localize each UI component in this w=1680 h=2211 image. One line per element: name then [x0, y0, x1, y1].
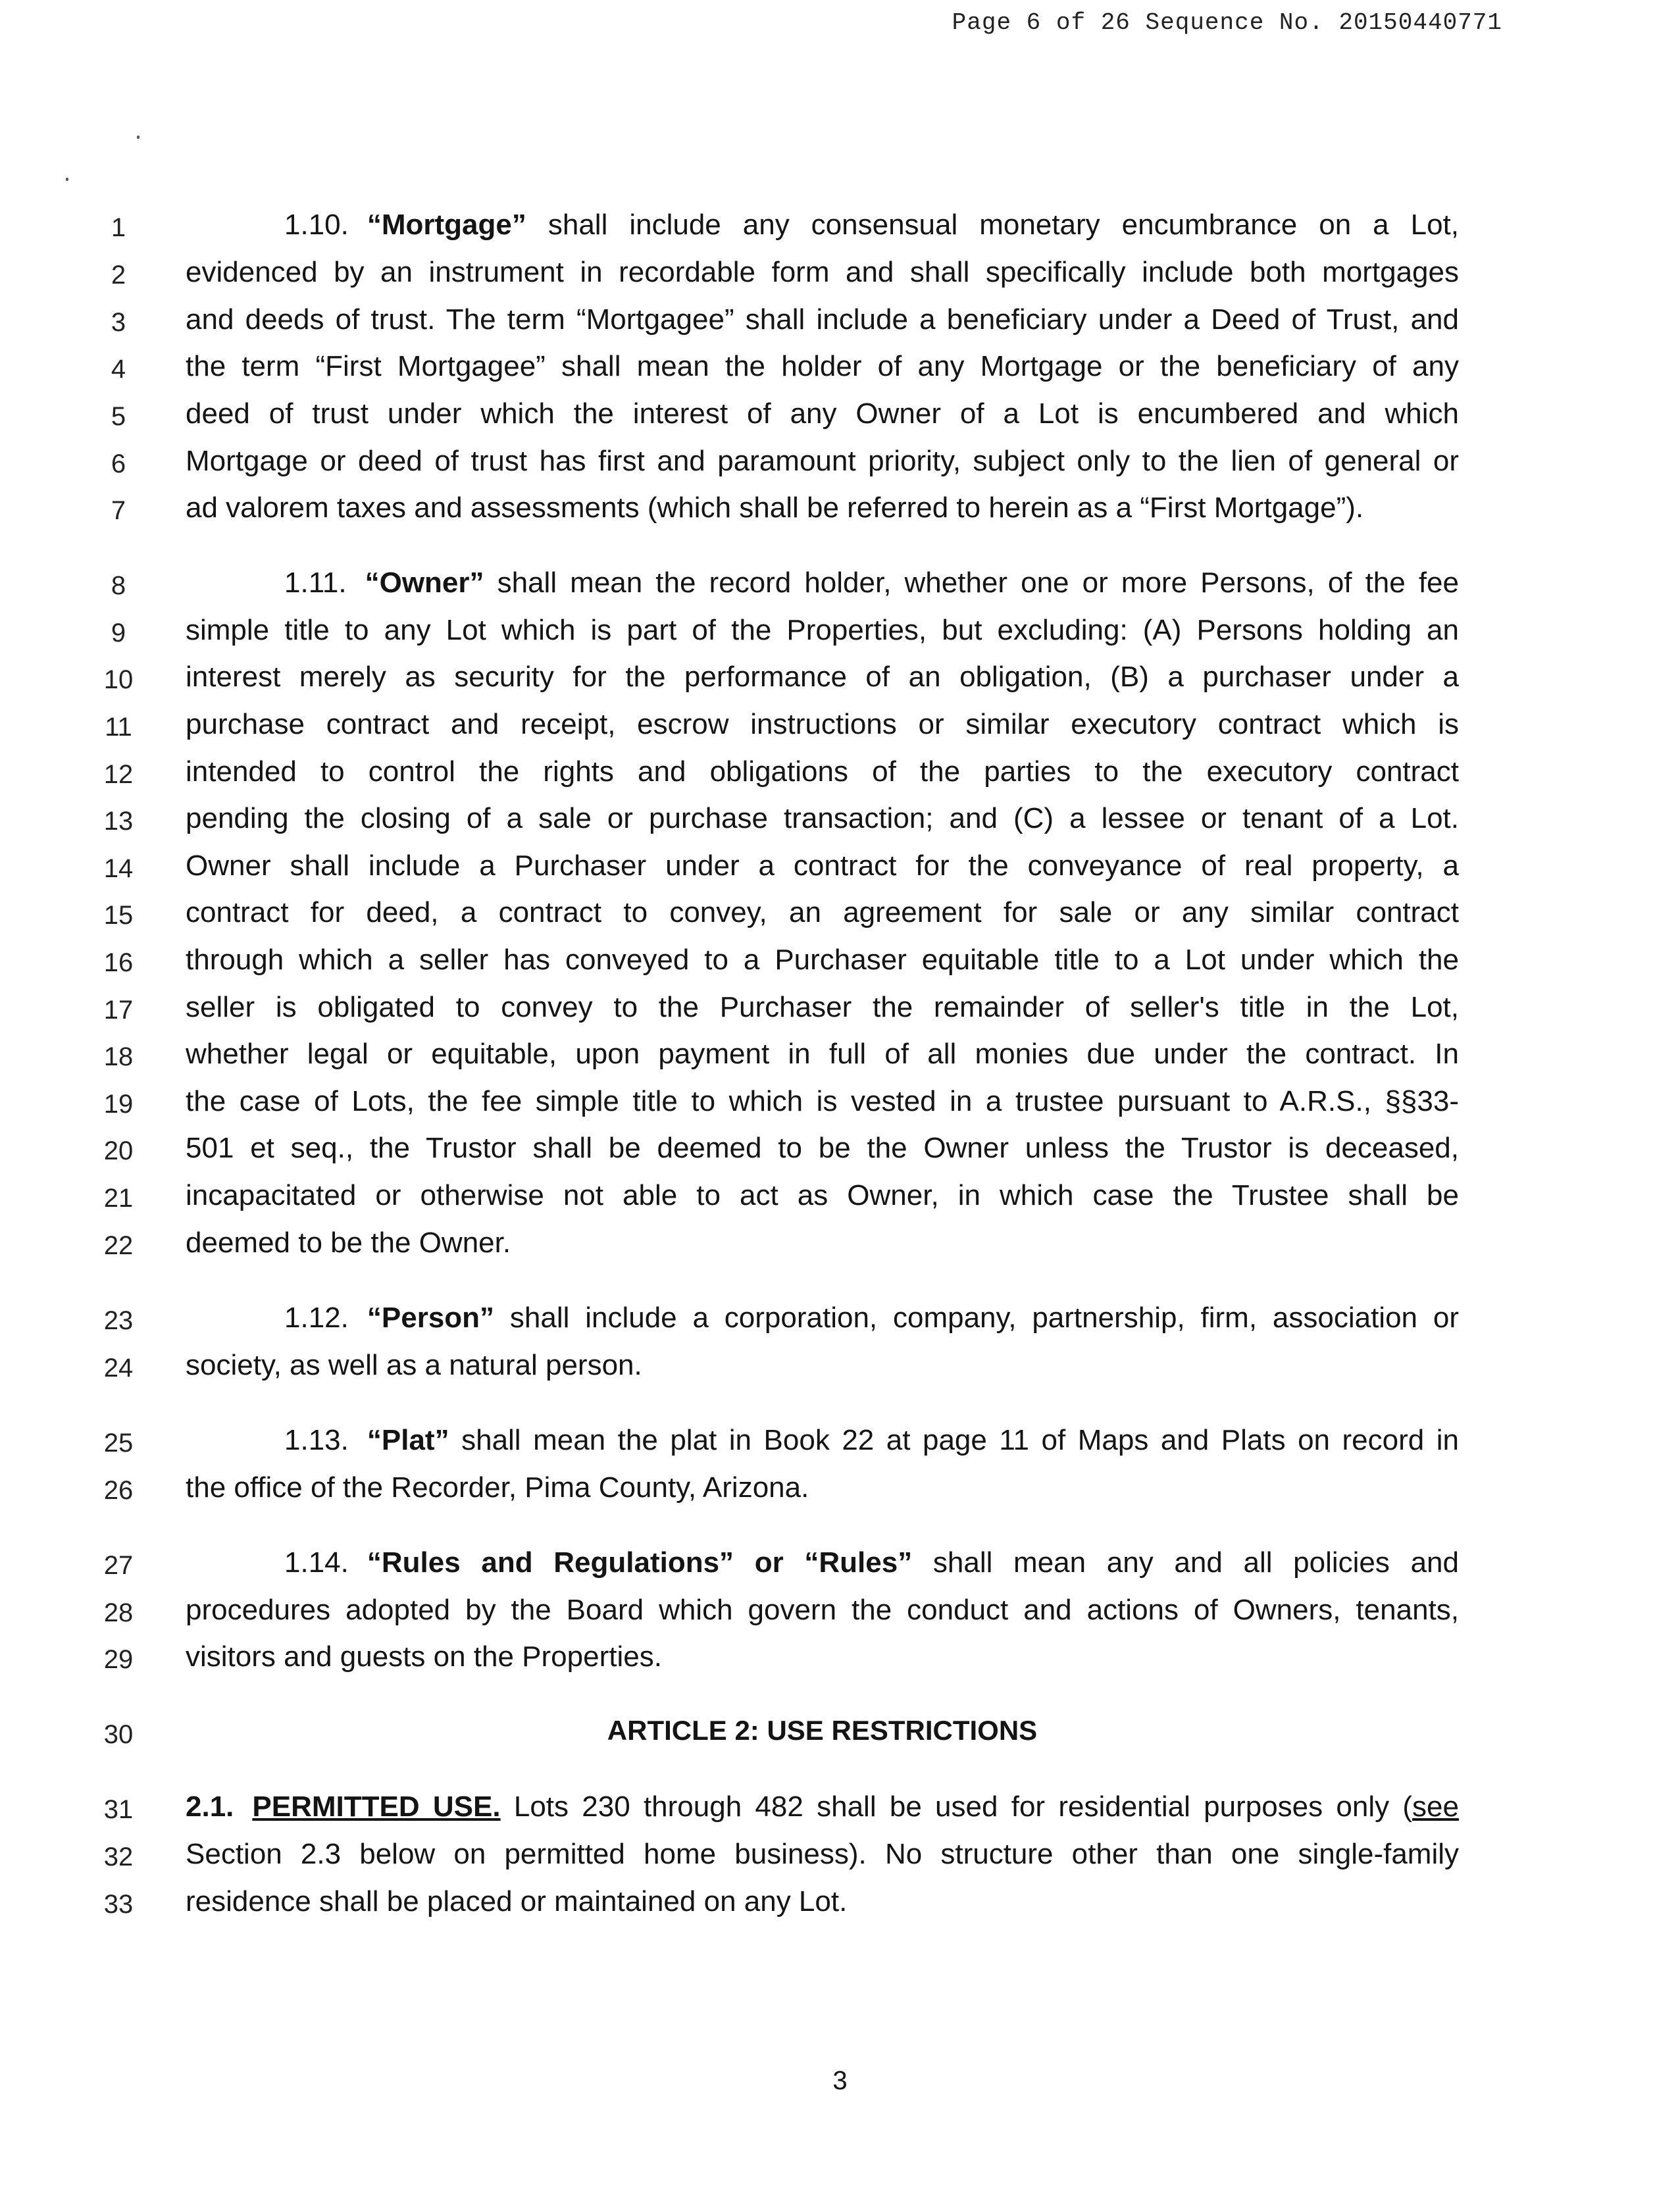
- body-line: interest merely as security for the performance of an obligation, (B) a purchaser under a: [186, 661, 1459, 693]
- line-number: 21: [103, 1184, 134, 1213]
- body-line: society, as well as a natural person.: [186, 1349, 642, 1381]
- section-title: PERMITTED USE.: [252, 1791, 501, 1823]
- defined-term: “Owner”: [365, 567, 484, 599]
- line-number: 25: [103, 1429, 134, 1458]
- line-number: 6: [111, 449, 126, 478]
- defined-term: “Person”: [367, 1302, 495, 1334]
- line-number: 13: [103, 807, 134, 836]
- section-number: 1.11.: [284, 567, 347, 599]
- line-number: 14: [103, 854, 134, 883]
- section-1-13-line: [284, 1425, 1459, 1456]
- line-number: 16: [103, 948, 134, 977]
- document-stamp: Page 6 of 26 Sequence No. 20150440771: [952, 9, 1502, 36]
- body-line: Mortgage or deed of trust has first and paramount priority, subject only to the lien of general or: [186, 445, 1459, 477]
- line-number: 32: [103, 1842, 134, 1871]
- text-run: shall mean the plat in Book 22 at page 11 of Maps and Plats on record in: [461, 1424, 1459, 1456]
- line-number: 15: [103, 901, 134, 930]
- section-number: 1.12.: [284, 1302, 349, 1334]
- page-number: 3: [832, 2066, 848, 2095]
- section-number: 1.13.: [284, 1424, 349, 1456]
- see-reference: see: [1412, 1791, 1459, 1823]
- scan-speck: [66, 178, 68, 181]
- body-line: ad valorem taxes and assessments (which shall be referred to herein as a “First Mortgage”).: [186, 492, 1364, 524]
- line-number: 9: [111, 619, 126, 648]
- line-number: 29: [103, 1645, 134, 1674]
- body-line: whether legal or equitable, upon payment in full of all monies due under the contract. In: [186, 1038, 1459, 1070]
- line-number: 5: [111, 402, 126, 431]
- line-number: 12: [103, 760, 134, 789]
- defined-term: “Rules and Regulations” or “Rules”: [367, 1546, 913, 1579]
- line-number: 23: [103, 1306, 134, 1335]
- line-number: 20: [103, 1136, 134, 1165]
- text-run: shall include a corporation, company, partnership, firm, association or: [509, 1302, 1459, 1334]
- line-number: 33: [103, 1890, 134, 1919]
- line-number: 1: [111, 213, 126, 242]
- line-number: 3: [111, 308, 126, 337]
- line-number: 7: [111, 496, 126, 525]
- line-number: 30: [103, 1720, 134, 1749]
- line-number: 28: [103, 1598, 134, 1627]
- body-line: seller is obligated to convey to the Purchaser the remainder of seller's title in the Lot,: [186, 991, 1459, 1023]
- defined-term: “Plat”: [367, 1424, 449, 1456]
- body-line: the office of the Recorder, Pima County, Arizona.: [186, 1471, 809, 1504]
- body-line: Owner shall include a Purchaser under a contract for the conveyance of real property, a: [186, 850, 1459, 882]
- body-line: through which a seller has conveyed to a Purchaser equitable title to a Lot under which the: [186, 944, 1459, 976]
- line-number: 17: [103, 996, 134, 1025]
- line-number: 10: [103, 665, 134, 694]
- body-line: deemed to be the Owner.: [186, 1227, 511, 1259]
- line-number: 19: [103, 1090, 134, 1119]
- body-line: procedures adopted by the Board which govern the conduct and actions of Owners, tenants,: [186, 1594, 1459, 1626]
- body-line: and deeds of trust. The term “Mortgagee” shall include a beneficiary under a Deed of Trust, and: [186, 303, 1459, 336]
- line-number: 11: [105, 713, 132, 742]
- line-number: 22: [103, 1231, 134, 1260]
- text-run: shall mean any and all policies and: [932, 1546, 1459, 1579]
- body-line: the term “First Mortgagee” shall mean the holder of any Mortgage or the beneficiary of any: [186, 350, 1459, 382]
- body-line: Section 2.3 below on permitted home business). No structure other than one single-family: [186, 1838, 1459, 1870]
- body-line: simple title to any Lot which is part of the Properties, but excluding: (A) Persons holding an: [186, 614, 1459, 646]
- line-number: 26: [103, 1476, 134, 1505]
- text-run: shall mean the record holder, whether one or more Persons, of the fee: [497, 567, 1459, 599]
- body-line: contract for deed, a contract to convey, an agreement for sale or any similar contract: [186, 896, 1459, 928]
- section-1-11-line: [284, 567, 1459, 599]
- body-line: purchase contract and receipt, escrow instructions or similar executory contract which is: [186, 708, 1459, 740]
- section-2-1-line: [186, 1791, 1459, 1823]
- line-number: 2: [111, 261, 126, 290]
- body-line: 501 et seq., the Trustor shall be deemed to be the Owner unless the Trustor is deceased,: [186, 1132, 1459, 1164]
- body-line: pending the closing of a sale or purchase transaction; and (C) a lessee or tenant of a Lot.: [186, 802, 1459, 834]
- text-run: Lots 230 through 482 shall be used for residential purposes only (: [513, 1791, 1413, 1823]
- line-number: 18: [103, 1042, 134, 1071]
- section-number: 1.14.: [284, 1546, 349, 1579]
- body-line: deed of trust under which the interest of any Owner of a Lot is encumbered and which: [186, 397, 1459, 430]
- scan-speck: [137, 136, 140, 139]
- section-1-10-line: [284, 209, 1459, 241]
- body-line: evidenced by an instrument in recordable form and shall specifically include both mortgages: [186, 256, 1459, 288]
- line-number: 31: [103, 1795, 134, 1824]
- section-1-14-line: [284, 1547, 1459, 1579]
- defined-term: “Mortgage”: [367, 209, 526, 241]
- body-line: the case of Lots, the fee simple title to which is vested in a trustee pursuant to A.R.S., §§33-: [186, 1085, 1459, 1117]
- body-line: incapacitated or otherwise not able to act as Owner, in which case the Trustee shall be: [186, 1179, 1459, 1211]
- body-line: intended to control the rights and obligations of the parties to the executory contract: [186, 755, 1459, 788]
- body-line: visitors and guests on the Properties.: [186, 1640, 662, 1673]
- line-number: 4: [111, 355, 126, 384]
- section-number: 2.1.: [186, 1791, 234, 1823]
- line-number: 8: [111, 571, 126, 600]
- line-number: 27: [103, 1551, 134, 1580]
- body-line: residence shall be placed or maintained on any Lot.: [186, 1885, 848, 1918]
- text-run: shall include any consensual monetary encumbrance on a Lot,: [547, 209, 1459, 241]
- line-number: 24: [103, 1354, 134, 1383]
- section-number: 1.10.: [284, 209, 349, 241]
- section-1-12-line: [284, 1302, 1459, 1334]
- article-heading: ARTICLE 2: USE RESTRICTIONS: [607, 1715, 1038, 1746]
